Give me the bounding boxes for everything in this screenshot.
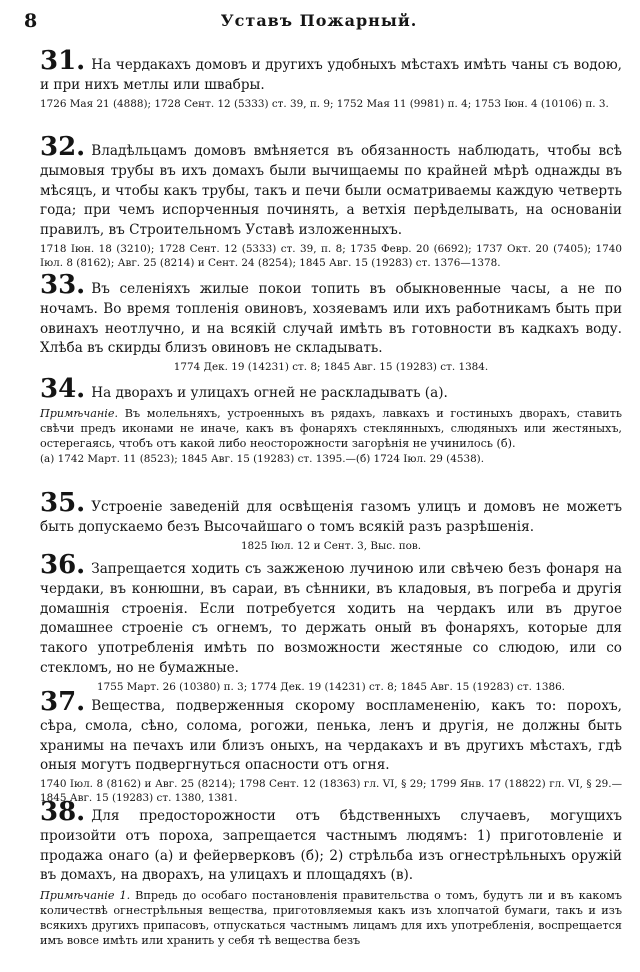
- article-references: (а) 1742 Март. 11 (8523); 1845 Авг. 15 (19283) ст. 1395.—(б) 1724 Iюл. 29 (4538).: [40, 452, 485, 465]
- article-references: 1740 Iюл. 8 (8162) и Авг. 25 (8214); 1798 Сент. 12 (18363) гл. VI, § 29; 1799 Янв. 17 (18822) гл. VI, § 29.—1845 Авг. 15 (19283) ст. 1380, 1381.: [40, 778, 622, 805]
- article-number: 36.: [40, 550, 86, 580]
- article-text: Вещества, подверженныя скорому воспламененію, какъ то: порохъ, сѣра, смола, сѣно, солома, рогожи, пенька, ленъ и другія, не должны быть хранимы на печахъ или близъ оныхъ, на чердакахъ и въ другихъ мѣстахъ, гдѣ оныя могутъ подвергнуться опасности отъ огня.: [40, 698, 622, 774]
- article-32: [40, 132, 622, 270]
- article-number: 34.: [40, 374, 86, 404]
- article-number: 33.: [40, 270, 86, 300]
- article-text: Для предосторожности отъ бѣдственныхъ случаевъ, могущихъ произойти отъ пороха, запрещается частнымъ людямъ: 1) приготовленіе и продажа онаго (а) и фейерверковъ (б); 2) стрѣльба изъ огнестрѣльныхъ оружій въ домахъ, на дворахъ, на улицахъ и площадяхъ (в).: [40, 808, 622, 884]
- page-number: 8: [24, 10, 38, 32]
- article-references: 1774 Дек. 19 (14231) ст. 8; 1845 Авг. 15 (19283) ст. 1384.: [173, 361, 489, 374]
- article-number: 38.: [40, 797, 86, 827]
- article-text: Запрещается ходить съ зажженою лучиною или свѣчею безъ фонаря на чердаки, въ конюшни, въ сараи, въ сѣнники, въ кладовыя, въ погреба и другія домашнія строенія. Если потребуется ходить на чердакъ или въ другое домашнее строеніе съ огнемъ, то держать оный въ фонаряхъ, которые для такого употребленія имѣть по возможности жестяные со слюдою, или со стекломъ, но не бумажные.: [40, 561, 622, 676]
- article-number: 35.: [40, 488, 86, 518]
- article-note: [40, 888, 622, 948]
- article-references: 1825 Iюл. 12 и Сент. 3, Выс. пов.: [240, 539, 422, 552]
- article-number: 32.: [40, 132, 86, 162]
- article-33: [40, 270, 622, 374]
- article-text: На дворахъ и улицахъ огней не раскладывать (а).: [91, 385, 448, 401]
- article-37: [40, 687, 622, 805]
- article-text: Владѣльцамъ домовъ вмѣняется въ обязанность наблюдать, чтобы всѣ дымовыя трубы въ ихъ домахъ были вычищаемы по крайней мѣрѣ однажды въ мѣсяцъ, и чтобы какъ трубы, такъ и печи были осматриваемы каждую четверть года; при чемъ испорченныя починять, а ветхія перѣделывать, на основаніи правилъ, въ Строительномъ Уставѣ изложенныхъ.: [40, 143, 622, 239]
- article-38: [40, 797, 622, 948]
- note-text: Впредь до особаго постановленія правительства о томъ, будутъ ли и въ какомъ количествѣ огнестрѣльныя вещества, приготовляемыя какъ изъ хлопчатой бумаги, такъ и изъ всякихъ другихъ припасовъ, отпускаться частнымъ лицамъ для ихъ употребленія, воспрещается имъ вовсе имѣть или хранить у себя тѣ вещества безъ: [40, 889, 622, 948]
- article-text: Въ селеніяхъ жилые покои топить въ обыкновенные часы, а не по ночамъ. Во время топленія овиновъ, хозяевамъ или ихъ работникамъ быть при овинахъ неотлучно, и на всякій случай имѣть въ готовности въ кадкахъ воду. Хлѣба въ скирды близъ овиновъ не складывать.: [40, 281, 622, 357]
- article-text: На чердакахъ домовъ и другихъ удобныхъ мѣстахъ имѣть чаны съ водою, и при нихъ метлы или швабры.: [40, 57, 622, 93]
- note-text: Въ молельняхъ, устроенныхъ въ рядахъ, лавкахъ и гостиныхъ дворахъ, ставить свѣчи предъ иконами не иначе, какъ въ фонаряхъ стеклянныхъ, слюдяныхъ или жестяныхъ, остерегаясь, чтобъ отъ какой либо неосторожности загорѣнія не учинилось (б).: [40, 406, 622, 450]
- note-label: Примѣчаніе.: [40, 406, 119, 420]
- article-35: [40, 488, 622, 553]
- article-note: [40, 406, 622, 451]
- article-text: Устроеніе заведеній для освѣщенія газомъ улицъ и домовъ не можетъ быть допускаемо безъ Высочайшаго о томъ всякій разъ разрѣшенія.: [40, 499, 622, 535]
- note-label: Примѣчаніе 1.: [40, 889, 131, 903]
- article-number: 37.: [40, 687, 86, 717]
- running-title: Уставъ Пожарный.: [220, 11, 418, 30]
- article-references: 1755 Март. 26 (10380) п. 3; 1774 Дек. 19 (14231) ст. 8; 1845 Авг. 15 (19283) ст. 1386.: [97, 680, 565, 693]
- article-36: [40, 550, 622, 694]
- article-31: [40, 46, 622, 111]
- article-number: 31.: [40, 46, 86, 76]
- article-references: 1726 Мая 21 (4888); 1728 Сент. 12 (5333) ст. 39, п. 9; 1752 Мая 11 (9981) п. 4; 1753 Iюн. 4 (10106) п. 3.: [40, 97, 609, 110]
- article-references: 1718 Iюн. 18 (3210); 1728 Сент. 12 (5333) ст. 39, п. 8; 1735 Февр. 20 (6692); 1737 Окт. 20 (7405); 1740 Iюл. 8 (8162); Авг. 25 (8214) и Сент. 24 (8254); 1845 Авг. 15 (19283) ст. 1376—1378.: [40, 242, 622, 269]
- article-34: [40, 374, 622, 466]
- page-header: [24, 10, 614, 38]
